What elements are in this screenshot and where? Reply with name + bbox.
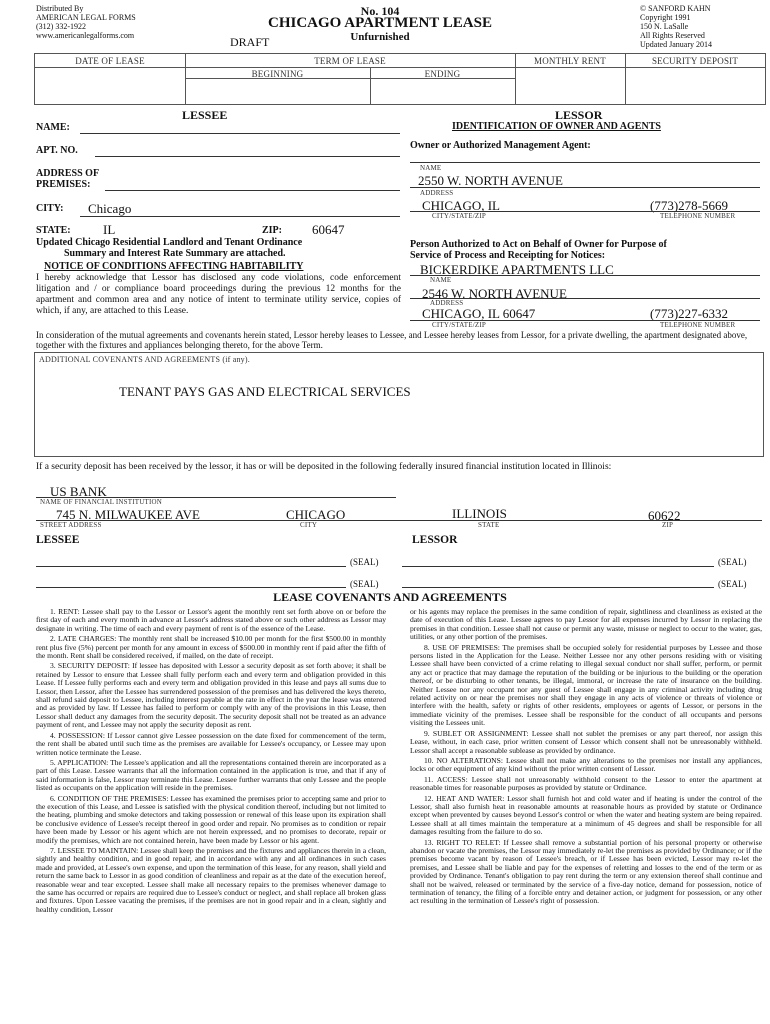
bank-city-caption: CITY <box>300 521 318 529</box>
zip-label: ZIP: <box>262 225 282 236</box>
covenant-paragraph: 3. SECURITY DEPOSIT: If lessee has deposited with Lessor a security deposit as set forth above; it shall be retained by Lessor to ensure that Lessee shall fully perform each and every term and obligation provided in this Lease. If Lessee fully performs each and every term and obligation provided in this lease and pays all sums due to Lessor, then Lessor, after the Lessee has surrendered possession of the premises and has delivered the keys thereto, shall refund said deposit to Lessee, including interest payable at the rate in effect in the year the lease was entered and as provided by law. If Lessee has failed to perform or comply with any of the provisions in this Lease, then Lessor shall deduct any damages from the security deposit. The security deposit shall not be treated as an advance payment of rent, and Lessee may not apply the security deposit as rent. <box>36 661 386 730</box>
form-number: No. 104 <box>360 4 400 18</box>
agent-address-caption: ADDRESS <box>430 299 464 307</box>
covenant-paragraph: 11. ACCESS: Lessee shall not unreasonably withhold consent to the Lessor to enter the apartment at reasonable times for reasonable purposes as provided by statute or Ordinance. <box>410 774 762 793</box>
distributor-line: AMERICAN LEGAL FORMS <box>36 13 136 22</box>
bank-city-value[interactable]: CHICAGO <box>286 507 346 522</box>
covenant-paragraph: 5. APPLICATION: The Lessee's application and all the representations contained therein are incorporated as a part of this Lease. Lessee warrants that all the information contained in the application is true, and that if any of said information is false, Lessor may terminate this Lease. Lessee further warrants that only Lessee and the people listed as occupants on the application will reside in the premises. <box>36 757 386 793</box>
date-of-lease-header: DATE OF LEASE <box>75 56 145 66</box>
owner-name-field[interactable] <box>410 162 760 163</box>
habitability-text: I hereby acknowledge that Lessor has disclosed any code violations, code enforcement litigation and / or compliance board proceedings during the previous 12 months for the apartment and common area and any notice of intent to terminate utility service, copies of which, if any, are attached to this Lease. <box>36 273 401 316</box>
additional-covenants-box[interactable] <box>34 352 764 457</box>
copyright-line: All Rights Reserved <box>640 31 705 40</box>
additional-covenants-text: TENANT PAYS GAS AND ELECTRICAL SERVICES <box>119 384 411 399</box>
covenant-paragraph: 8. USE OF PREMISES: The premises shall be occupied solely for residential purposes by Lessee and those persons listed in the Application for the Lease. Neither Lessee nor any other persons residing with or visiting Lessee shall have been convicted of a crime relating to illegal sexual conduct nor shall suffer, perform, or permit any act or practice that may damage the reputation of the building or be injurious to the building or the operation thereof, or be disturbing to other tenants, be illegal, immoral, or increase the rate of insurance on the building. Neither Lessee nor any occupant nor any guest of Lessee shall engage in any criminal activity including drug related activity on or near the premises nor shall they engage in any acts of violence or threats of violence or interfere with the health, safety or rights of other residents, employees or agents of Lessor, or persons in the immediate vicinity of the premises. Lessee shall be responsible for the conduct of all occupants and persons visiting the Lessees unit. <box>410 642 762 728</box>
copyright-line: 150 N. LaSalle <box>640 22 689 31</box>
seal-label: (SEAL) <box>350 557 379 567</box>
apt-no-label: APT. NO. <box>36 145 78 156</box>
covenant-paragraph: 6. CONDITION OF THE PREMISES: Lessee has examined the premises prior to accepting same and prior to the execution of this Lease, and Lessee is satisfied with the physical condition thereof, including but not limited to the heating, plumbing and smoke detectors and taking possession or renewal of this lease upon its expiration shall be conclusive evidence of Lessee's receipt thereof in good order and repair. No promises as to condition or repair have been made by Lessor or his agent which are not herein expressed, and no promises to decorate, repair or modify the premises, which are not contained herein, have been made by Lessor or his agent. <box>36 793 386 845</box>
lessor-signature-heading: LESSOR <box>412 534 458 546</box>
ending-header: ENDING <box>424 69 461 79</box>
owner-phone-caption: TELEPHONE NUMBER <box>660 212 736 220</box>
covenant-paragraph: 2. LATE CHARGES: The monthly rent shall be increased $10.00 per month for the first $500.00 in monthly rent plus five (5%) percent per month for any amount in excess of $500.00 in monthly rent if paid after the fifth of the month. Rent shall be considered received, if mailed, on the date of receipt. <box>36 634 386 661</box>
beginning-header: BEGINNING <box>251 69 304 79</box>
covenant-paragraph: 13. RIGHT TO RELET: If Lessee shall remove a substantial portion of his personal property or otherwise abandon or vacate the premises, the Lessor may immediately re-let the premises as provided by Ordinance; or if the premises become vacant by reason of Lessee's breach, or if Lessee has been evicted, Lessor may re-let the premises, and Lessee shall be liable and pay for the expenses of reletting and losses to the end of the term or as provided by Ordinance. Tenant's obligation to pay rent during the term or any extension thereof shall continue and shall not be waived, released or terminated by the service of a five-day notice, demand for possession, notice of termination of tenancy, the filing of a forcible entry and detainer action, or judgment for possession, or any other act resulting in the termination of Lessee's right of possession. <box>410 837 762 906</box>
additional-covenants-label: ADDITIONAL COVENANTS AND AGREEMENTS (if any). <box>39 355 250 364</box>
seal-label: (SEAL) <box>718 579 747 589</box>
covenant-paragraph: 7. LESSEE TO MAINTAIN: Lessee shall keep the premises and the fixtures and appliances therein in a clean, sightly and healthy condition, and in good repair, and in accordance with any and all ordinances in such cases made and provided, at Lessee's own expense, and upon the termination of this lease, for any reason, shall yield and return the same back to Lessor in as good condition of cleanliness and repair as at the date of the execution hereof, reasonable wear and tear excepted. Lessee shall make all necessary repairs to the premises whenever damage to the same has occurred or repairs are required due to Lessee's conduct or neglect, and shall replace all broken glass and fixtures. Upon Lessee vacating the premises, if the premises are not in good repair and in a clean, sightly and healthy condition, Lessor <box>36 845 386 914</box>
lessor-signature-line-1[interactable] <box>402 566 714 567</box>
covenants-left-column <box>36 608 386 1022</box>
bank-street-value[interactable]: 745 N. MILWAUKEE AVE <box>56 507 200 522</box>
owner-label: Owner or Authorized Management Agent: <box>410 140 591 151</box>
copyright-block <box>640 4 765 49</box>
distributor-line: www.americanlegalforms.com <box>36 31 135 40</box>
agent-name-caption: NAME <box>430 276 452 284</box>
deposit-text: If a security deposit has been received by the lessor, it has or will be deposited in the following federally insured financial institution located in Illinois: <box>36 462 612 472</box>
security-deposit-header: SECURITY DEPOSIT <box>651 56 739 66</box>
seal-label: (SEAL) <box>718 557 747 567</box>
bank-state-value[interactable]: ILLINOIS <box>452 506 507 521</box>
lessee-signature-heading: LESSEE <box>36 534 80 546</box>
lessee-heading: LESSEE <box>182 108 228 122</box>
owner-name-caption: NAME <box>420 164 442 172</box>
agent-phone-caption: TELEPHONE NUMBER <box>660 321 736 329</box>
covenant-paragraph: or his agents may replace the premises in the same condition of repair, sightliness and cleanliness as existed at the date of execution of this Lease. Lessee agrees to pay Lessor for all expenses incurred by Lessor in replacing the premises in that condition. Lessee shall not cause or permit any waste, misuse or neglect to occur to the water, gas, utilities, or any other portion of the premises. <box>410 608 762 642</box>
state-label: STATE: <box>36 225 71 236</box>
covenant-paragraph: 10. NO ALTERATIONS: Lessee shall not make any alterations to the premises nor install any appliances, locks or other equipment of any kind without the prior written consent of Lessor. <box>410 755 762 774</box>
lease-terms-table <box>34 53 766 105</box>
covenants-right-column <box>410 608 762 1022</box>
covenant-paragraph: 4. POSSESSION: If Lessor cannot give Lessee possession on the date fixed for commencement of the term, the rent shall be abated until such time as the premises are available for Lessee's occupancy, or Lessee may upon written notice terminate the Lease. <box>36 730 386 757</box>
owner-city-value[interactable]: CHICAGO, IL <box>422 198 500 213</box>
agent-label-2: Service of Process and Receipting for Notices: <box>410 250 606 261</box>
lessee-signature-line-2[interactable] <box>36 587 346 588</box>
monthly-rent-header: MONTHLY RENT <box>534 56 606 66</box>
owner-phone-value[interactable]: (773)278-5669 <box>650 198 728 213</box>
address-label: ADDRESS OF <box>36 168 100 179</box>
city-value[interactable]: Chicago <box>88 201 132 216</box>
distributor-block <box>36 4 236 40</box>
premises-field[interactable] <box>105 190 400 191</box>
covenant-paragraph: 12. HEAT AND WATER: Lessor shall furnish hot and cold water and if heating is under the control of the Lessor, shall also furnish heat in reasonable amounts at reasonable hours as provided by statute or Ordinance except when prevented by causes beyond Lessor's control or when the water and heating system are being repaired. Lessee shall at all times maintain the temperature at a minimum of 45 degrees and shall be responsible for all damages resulting from the failure to do so. <box>410 793 762 837</box>
owner-address-caption: ADDRESS <box>420 189 454 197</box>
covenant-paragraph: 1. RENT: Lessee shall pay to the Lessor or Lessor's agent the monthly rent set forth above on or before the first day of each and every month in advance at Lessor's address stated above or such other address as Lessor may designate in writing. The time of each and every payment of rent is of the essence of the Lease. <box>36 608 386 633</box>
owner-address-value[interactable]: 2550 W. NORTH AVENUE <box>418 173 563 188</box>
agent-name-value[interactable]: BICKERDIKE APARTMENTS LLC <box>420 262 614 277</box>
apt-no-field[interactable] <box>95 156 400 157</box>
draft-label: DRAFT <box>230 35 270 49</box>
lessee-signature-line-1[interactable] <box>36 566 346 567</box>
distributor-line: Distributed By <box>36 4 84 13</box>
city-label: CITY: <box>36 203 64 214</box>
lessor-heading: LESSOR <box>555 108 603 122</box>
bank-state-caption: STATE <box>478 521 500 529</box>
ordinance-line-2: Summary and Interest Rate Summary are attached. <box>64 248 286 259</box>
distributor-line: (312) 332-1922 <box>36 22 86 31</box>
copyright-line: © SANFORD KAHN <box>640 4 711 13</box>
owner-agents-heading: IDENTIFICATION OF OWNER AND AGENTS <box>452 121 661 132</box>
agent-address-value[interactable]: 2546 W. NORTH AVENUE <box>422 286 567 301</box>
state-value[interactable]: IL <box>103 222 116 237</box>
copyright-line: Updated January 2014 <box>640 40 712 49</box>
term-of-lease-header: TERM OF LEASE <box>314 56 386 66</box>
agent-label-1: Person Authorized to Act on Behalf of Owner for Purpose of <box>410 239 667 250</box>
premises-label: PREMISES: <box>36 179 91 190</box>
lessor-signature-line-2[interactable] <box>402 587 714 588</box>
owner-city-caption: CITY/STATE/ZIP <box>432 212 486 220</box>
lessee-name-label: NAME: <box>36 122 70 133</box>
copyright-line: Copyright 1991 <box>640 13 691 22</box>
page-title: CHICAGO APARTMENT LEASE <box>268 15 492 31</box>
bank-name-value[interactable]: US BANK <box>50 484 107 499</box>
habitability-heading: NOTICE OF CONDITIONS AFFECTING HABITABILITY <box>44 261 304 272</box>
bank-zip-value[interactable]: 60622 <box>648 508 681 523</box>
covenant-paragraph: 9. SUBLET OR ASSIGNMENT: Lessee shall not sublet the premises or any part thereof, nor assign this Lease, without, in each case, prior written consent of Lessor which consent shall not be unreasonably withheld. Lessor shall accept a reasonable sublease as provided by ordinance. <box>410 728 762 755</box>
bank-street-caption: STREET ADDRESS <box>40 521 102 529</box>
agent-city-caption: CITY/STATE/ZIP <box>432 321 486 329</box>
agent-city-value[interactable]: CHICAGO, IL 60647 <box>422 306 536 321</box>
ordinance-line-1: Updated Chicago Residential Landlord and Tenant Ordinance <box>36 237 303 248</box>
page-subtitle: Unfurnished <box>350 31 410 43</box>
zip-value[interactable]: 60647 <box>312 222 345 237</box>
lessee-name-field[interactable] <box>80 133 400 134</box>
seal-label: (SEAL) <box>350 579 379 589</box>
covenants-heading: LEASE COVENANTS AND AGREEMENTS <box>273 590 507 604</box>
agent-phone-value[interactable]: (773)227-6332 <box>650 306 728 321</box>
bank-name-caption: NAME OF FINANCIAL INSTITUTION <box>40 498 163 506</box>
bank-zip-caption: ZIP <box>662 521 674 529</box>
consideration-text: In consideration of the mutual agreements and covenants herein stated, Lessor hereby leases to Lessee, and Lessee hereby leases from Lessor, for a private dwelling, the apartment designated above, together with the fixtures and appliances belonging thereto, for the above Term. <box>36 330 748 350</box>
